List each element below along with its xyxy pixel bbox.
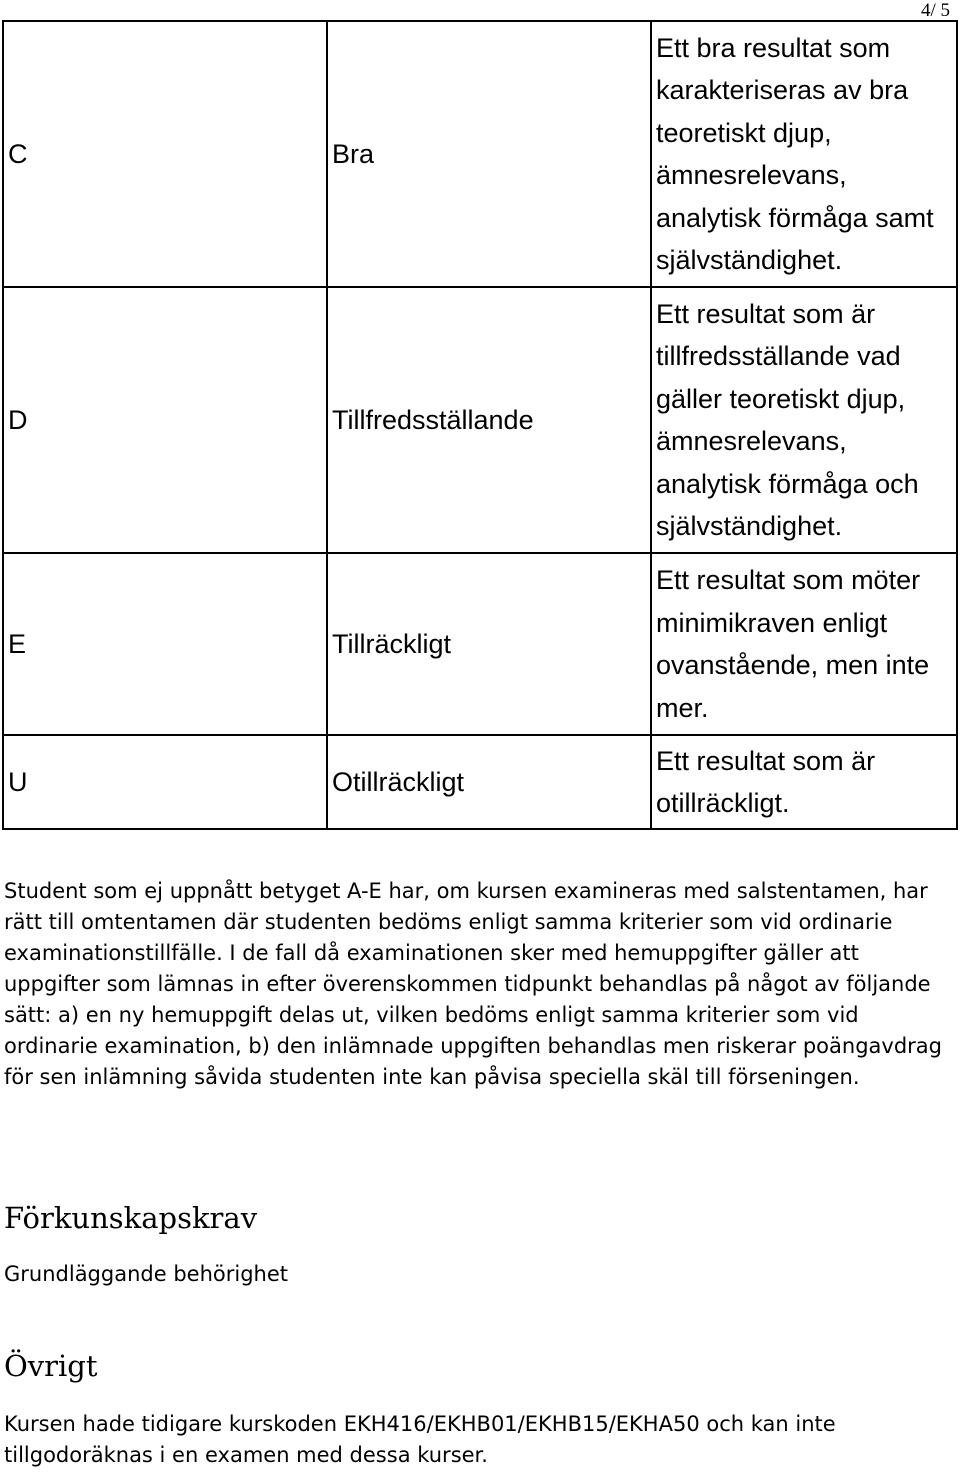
table-row xyxy=(3,735,957,829)
page-number: 4/ 5 xyxy=(920,0,950,21)
grade-description: Ett resultat som möter minimikraven enligt ovanstående, men inte mer. xyxy=(651,553,957,735)
grade-letter: U xyxy=(3,735,327,829)
grade-label: Tillräckligt xyxy=(327,553,651,735)
other-text: Kursen hade tidigare kurskoden EKH416/EKHB01/EKHB15/EKHA50 och kan inte tillgodoräknas i en examen med dessa kurser. xyxy=(4,1412,836,1467)
grading-table xyxy=(2,20,958,830)
grade-description: Ett resultat som är otillräckligt. xyxy=(651,735,957,829)
prerequisites-text: Grundläggande behörighet xyxy=(4,1262,288,1286)
table-row xyxy=(3,287,957,553)
grade-description: Ett bra resultat som karakteriseras av bra teoretiskt djup, ämnesrelevans, analytisk förmåga samt självständighet. xyxy=(651,21,957,287)
grade-label: Otillräckligt xyxy=(327,735,651,829)
grade-letter: C xyxy=(3,21,327,287)
grade-label: Bra xyxy=(327,21,651,287)
grade-letter: D xyxy=(3,287,327,553)
grade-label: Tillfredsställande xyxy=(327,287,651,553)
grade-description: Ett resultat som är tillfredsställande vad gäller teoretiskt djup, ämnesrelevans, analytisk förmåga och självständighet. xyxy=(651,287,957,553)
retake-paragraph: Student som ej uppnått betyget A-E har, om kursen examineras med salstentamen, har rätt till omtentamen där studenten bedöms enligt samma kriterier som vid ordinarie examinationstillfälle. I de fall då examinationen sker med hemuppgifter gäller att uppgifter som lämnas in efter överenskommen tidpunkt behandlas på något av följande sätt: a) en ny hemuppgift delas ut, vilken bedöms enligt samma kriterier som vid ordinarie examination, b) den inlämnade uppgiften behandlas men riskerar poängavdrag för sen inlämning såvida studenten inte kan påvisa speciella skäl till förseningen. xyxy=(4,879,942,1089)
grade-letter: E xyxy=(3,553,327,735)
other-heading: Övrigt xyxy=(4,1349,98,1383)
table-row xyxy=(3,553,957,735)
prerequisites-heading: Förkunskapskrav xyxy=(4,1201,258,1235)
table-row xyxy=(3,21,957,287)
